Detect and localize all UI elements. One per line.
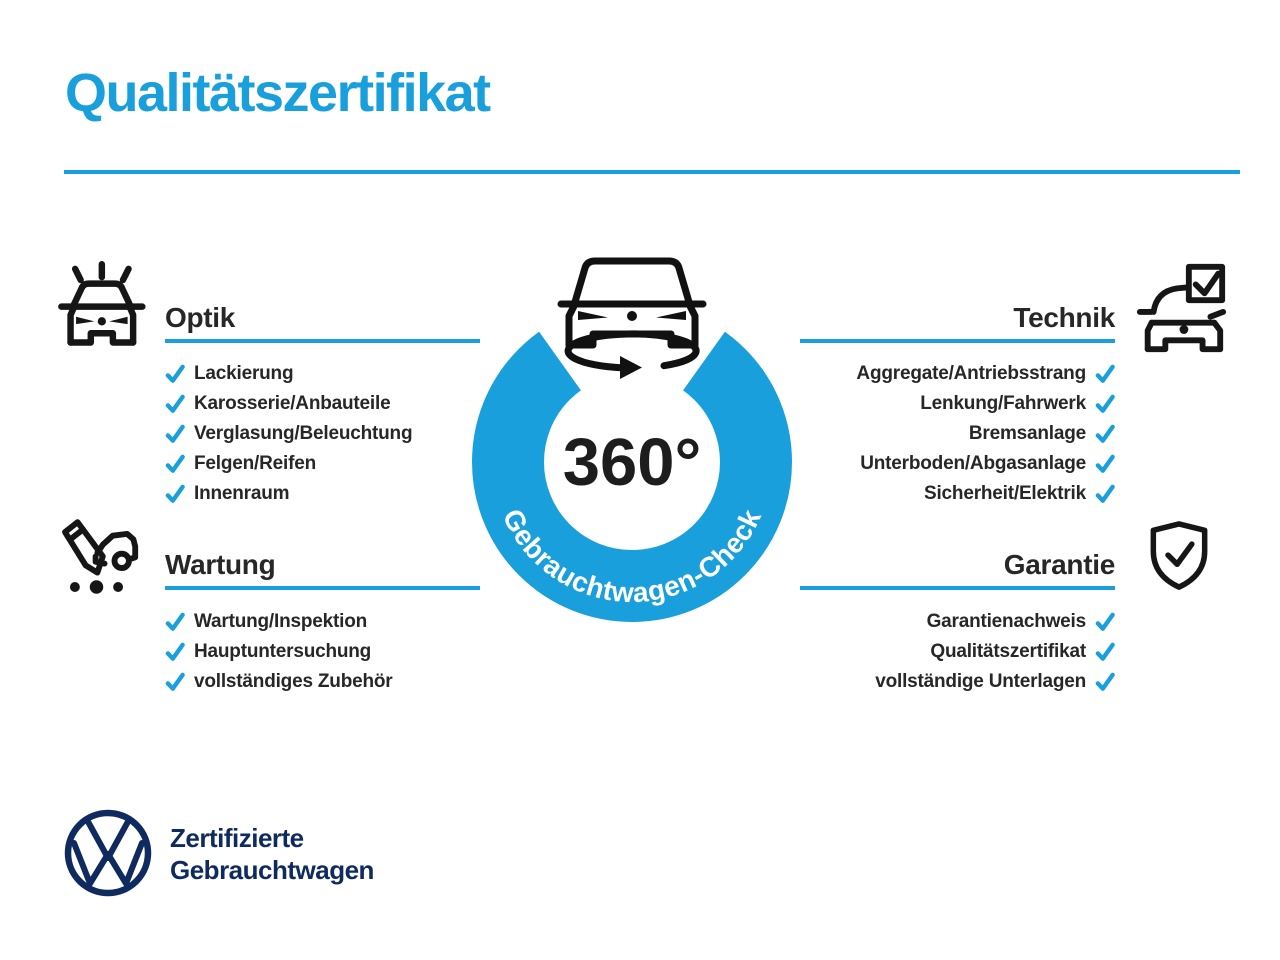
- checklist-item-label: Verglasung/Beleuchtung: [194, 423, 413, 444]
- optik-underline: [165, 339, 480, 343]
- check-icon: [165, 454, 185, 474]
- check-icon: [165, 672, 185, 692]
- wartung-checklist: [165, 607, 393, 697]
- 360-check-badge: [442, 248, 822, 668]
- checklist-item-label: Hauptuntersuchung: [194, 641, 372, 662]
- checklist-item-label: Felgen/Reifen: [194, 453, 316, 474]
- checklist-item-label: Sicherheit/Elektrik: [924, 483, 1086, 504]
- checklist-item: [924, 479, 1115, 509]
- header-divider: [64, 170, 1240, 174]
- garantie-underline: [800, 586, 1115, 590]
- checklist-item: [969, 419, 1115, 449]
- checklist-item-label: Lackierung: [194, 363, 294, 384]
- check-icon: [1095, 394, 1115, 414]
- vw-logo: [64, 809, 152, 897]
- checklist-item: [165, 637, 371, 667]
- checklist-item-label: Garantienachweis: [926, 611, 1086, 632]
- checklist-item-label: Aggregate/Antriebsstrang: [856, 363, 1086, 384]
- checklist-item-label: Innenraum: [194, 483, 290, 504]
- section-title-optik: Optik: [165, 302, 236, 333]
- checklist-item-label: Wartung/Inspektion: [194, 611, 368, 632]
- checklist-item: [856, 359, 1115, 389]
- badge-ring-text: Gebrauchtwagen-Check: [496, 503, 768, 609]
- brand-claim-line2: Gebrauchtwagen: [170, 855, 374, 885]
- check-icon: [165, 424, 185, 444]
- checklist-item-label: Unterboden/Abgasanlage: [860, 453, 1086, 474]
- check-icon: [1095, 612, 1115, 632]
- check-icon: [1095, 424, 1115, 444]
- check-icon: [165, 394, 185, 414]
- shield-check-icon: [1146, 520, 1212, 592]
- check-icon: [1095, 642, 1115, 662]
- check-icon: [165, 364, 185, 384]
- check-icon: [1095, 364, 1115, 384]
- optik-checklist: [165, 359, 412, 509]
- page-title: Qualitätszertifikat: [65, 63, 490, 123]
- checklist-item-label: Lenkung/Fahrwerk: [920, 393, 1086, 414]
- checklist-item-label: Karosserie/Anbauteile: [194, 393, 391, 414]
- section-title-wartung: Wartung: [165, 549, 276, 580]
- check-icon: [165, 642, 185, 662]
- brand-claim-line1: Zertifizierte: [170, 823, 304, 853]
- checklist-item: [860, 449, 1115, 479]
- check-icon: [1095, 454, 1115, 474]
- checklist-item-label: vollständiges Zubehör: [194, 671, 393, 692]
- checklist-item-label: Bremsanlage: [968, 423, 1086, 444]
- wartung-underline: [165, 586, 480, 590]
- checklist-item: [165, 359, 293, 389]
- checklist-item: [875, 667, 1115, 697]
- checklist-item: [927, 607, 1115, 637]
- checklist-item: [165, 607, 367, 637]
- technik-checklist: [856, 359, 1115, 509]
- technik-underline: [800, 339, 1115, 343]
- inspection-pencil-car-icon: [56, 514, 146, 606]
- check-icon: [165, 612, 185, 632]
- checklist-item: [165, 667, 393, 697]
- check-icon: [165, 484, 185, 504]
- checklist-item: [165, 419, 412, 449]
- section-title-garantie: Garantie: [1003, 549, 1115, 580]
- section-title-technik: Technik: [1013, 302, 1115, 333]
- check-icon: [1095, 484, 1115, 504]
- checklist-item: [165, 479, 289, 509]
- checklist-item: [165, 389, 390, 419]
- shiny-car-icon: [54, 256, 146, 348]
- badge-degree-label: 360°: [562, 425, 702, 500]
- checklist-item: [165, 449, 316, 479]
- brand-claim: [170, 822, 374, 886]
- checklist-item: [920, 389, 1115, 419]
- checklist-item-label: vollständige Unterlagen: [875, 671, 1086, 692]
- checklist-item-label: Qualitätszertifikat: [930, 641, 1086, 662]
- checklist-item: [930, 637, 1115, 667]
- check-icon: [1095, 672, 1115, 692]
- car-checkbox-icon: [1132, 260, 1230, 354]
- garantie-checklist: [875, 607, 1115, 697]
